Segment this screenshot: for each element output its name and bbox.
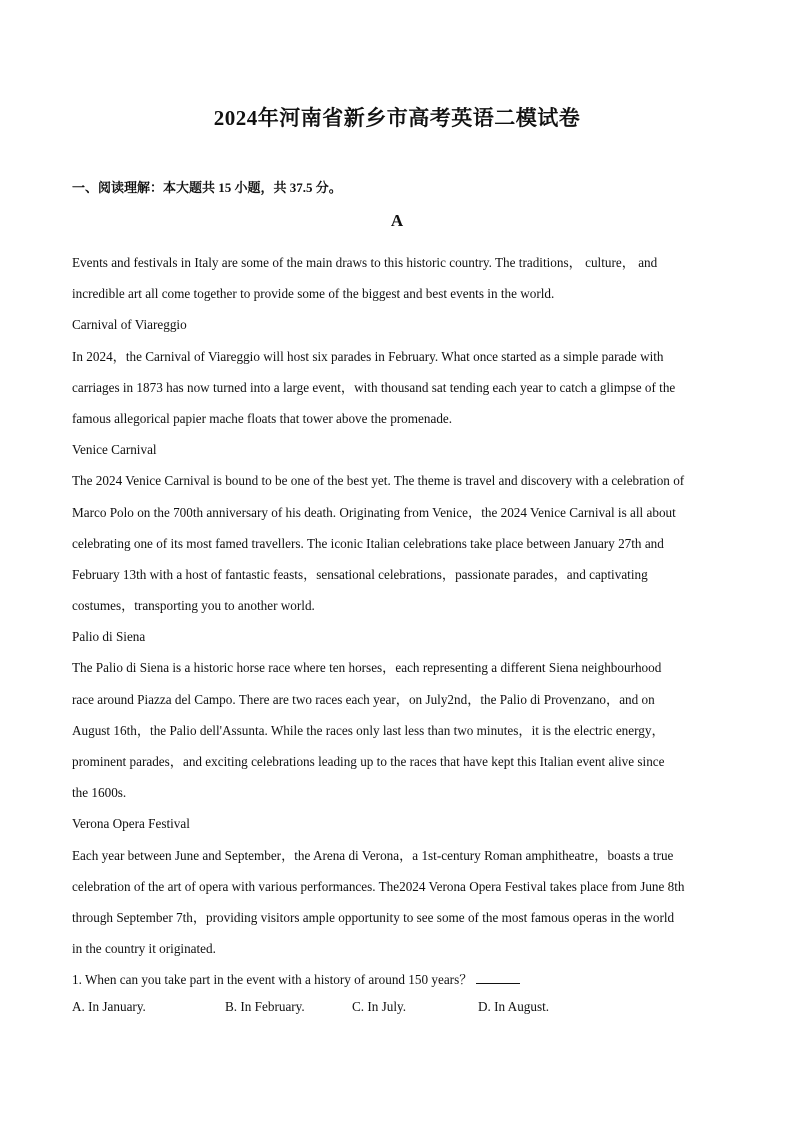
option-b[interactable]: B. In February. — [225, 999, 305, 1014]
passage-line: prominent parades，and exciting celebrations leading up to the races that have kept this Italian event alive since — [72, 754, 665, 769]
document-title: 2024年河南省新乡市高考英语二模试卷 — [213, 106, 581, 130]
passage-line: incredible art all come together to provide some of the biggest and best events in the world. — [72, 286, 555, 302]
passage-line: race around Piazza del Campo. There are two races each year，on July2nd，the Palio di Provenzano，and on — [72, 691, 655, 707]
question-text: 1. When can you take part in the event with a history of around 150 years？ — [72, 972, 473, 988]
passage-line: Events and festivals in Italy are some of the main draws to this historic country. The traditions， culture， and — [72, 255, 658, 270]
option-c[interactable]: C. In July. — [352, 999, 407, 1014]
subheading-venice-carnival: Venice Carnival — [72, 442, 157, 458]
passage-line: famous allegorical papier mache floats that tower above the promenade. — [72, 410, 453, 426]
option-a[interactable]: A. In January. — [72, 999, 146, 1014]
passage-line: the 1600s. — [72, 785, 127, 801]
passage-line: February 13th with a host of fantastic feasts，sensational celebrations，passionate parades，and captivating — [72, 566, 648, 582]
passage-line: August 16th，the Palio dell'Assunta. While the races only last less than two minutes，it is the electric energy， — [72, 722, 665, 738]
question-line — [72, 964, 724, 995]
passage-line: The 2024 Venice Carnival is bound to be one of the best yet. The theme is travel and discovery with a celebration of — [72, 473, 685, 489]
passage-line: carriages in 1873 has now turned into a large event，with thousand sat tending each year to catch a glimpse of the — [72, 379, 676, 395]
section-heading: 一、阅读理解：本大题共 15 小题，共 37.5 分。 — [72, 180, 342, 195]
passage-line: through September 7th，providing visitors ample opportunity to see some of the most famous operas in the world — [72, 909, 675, 925]
passage-line: In 2024，the Carnival of Viareggio will host six parades in February. What once started as a simple parade with — [72, 348, 664, 364]
passage-label: A — [390, 211, 404, 230]
passage-line: The Palio di Siena is a historic horse race where ten horses，each representing a different Siena neighbourhood — [72, 660, 662, 676]
subheading-carnival-viareggio: Carnival of Viareggio — [72, 317, 187, 333]
passage-line: Marco Polo on the 700th anniversary of his death. Originating from Venice，the 2024 Venice Carnival is all about — [72, 504, 676, 520]
passage-body — [72, 247, 724, 996]
passage-line: costumes，transporting you to another world. — [72, 598, 315, 614]
subheading-palio-di-siena: Palio di Siena — [72, 629, 146, 645]
passage-line: celebrating one of its most famed travellers. The iconic Italian celebrations take place between January 27th and — [72, 535, 664, 551]
subheading-verona-opera-festival: Verona Opera Festival — [72, 816, 190, 832]
passage-line: Each year between June and September，the Arena di Verona，a 1st-century Roman amphitheatre，boasts a true — [72, 847, 674, 863]
passage-line: celebration of the art of opera with various performances. The2024 Verona Opera Festival takes place from June 8th — [72, 878, 685, 894]
answer-blank[interactable] — [476, 969, 520, 984]
option-d[interactable]: D. In August. — [478, 999, 550, 1014]
passage-line: in the country it originated. — [72, 941, 216, 957]
